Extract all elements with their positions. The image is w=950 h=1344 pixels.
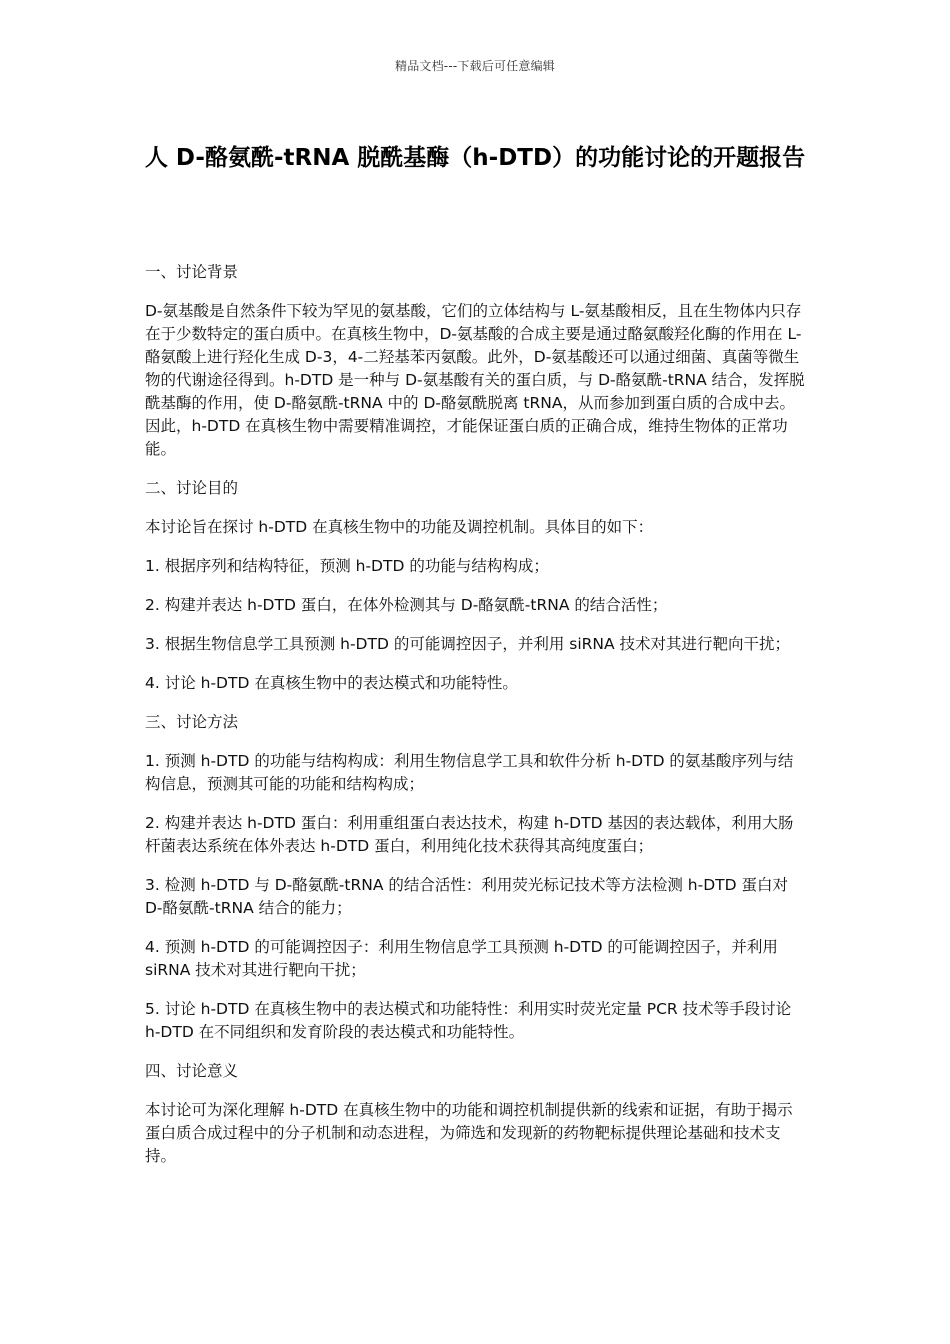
- purpose-item-4: 4. 讨论 h-DTD 在真核生物中的表达模式和功能特性。: [145, 674, 518, 692]
- header-note: 精品文档---下载后可任意编辑: [395, 59, 555, 73]
- section-heading-methods: 三、讨论方法: [145, 713, 239, 731]
- method-item-5: 5. 讨论 h-DTD 在真核生物中的表达模式和功能特性：利用实时荧光定量 PCR 技术等手段讨论 h-DTD 在不同组织和发育阶段的表达模式和功能特性。: [145, 1000, 792, 1041]
- purpose-item-2: 2. 构建并表达 h-DTD 蛋白，在体外检测其与 D-酪氨酰-tRNA 的结合活性；: [145, 596, 668, 614]
- section-heading-background: 一、讨论背景: [145, 263, 239, 281]
- paragraph-significance: 本讨论可为深化理解 h-DTD 在真核生物中的功能和调控机制提供新的线索和证据，有助于揭示蛋白质合成过程中的分子机制和动态进程，为筛选和发现新的药物靶标提供理论基础和技术支持。: [145, 1101, 793, 1165]
- purpose-item-3: 3. 根据生物信息学工具预测 h-DTD 的可能调控因子，并利用 siRNA 技术对其进行靶向干扰；: [145, 635, 791, 653]
- paragraph-background: D-氨基酸是自然条件下较为罕见的氨基酸，它们的立体结构与 L-氨基酸相反，且在生物体内只存在于少数特定的蛋白质中。在真核生物中，D-氨基酸的合成主要是通过酪氨酸羟化酶的作用在 L-酪氨酸上进行羟化生成 D-3，4-二羟基苯丙氨酸。此外，D-氨基酸还可以通过细菌、真菌等微生物的代谢途径得到。h-DTD 是一种与 D-氨基酸有关的蛋白质，与 D-酪氨酰-tRNA 结合，发挥脱酰基酶的作用，使 D-酪氨酰-tRNA 中的 D-酪氨酰脱离 tRNA，从而参加到蛋白质的合成中去。因此，h-DTD 在真核生物中需要精准调控，才能保证蛋白质的正确合成，维持生物体的正常功能。: [145, 302, 805, 458]
- purpose-item-1: 1. 根据序列和结构特征，预测 h-DTD 的功能与结构构成；: [145, 557, 549, 575]
- section-heading-purpose: 二、讨论目的: [145, 479, 239, 497]
- method-item-2: 2. 构建并表达 h-DTD 蛋白：利用重组蛋白表达技术，构建 h-DTD 基因的表达载体，利用大肠杆菌表达系统在体外表达 h-DTD 蛋白，利用纯化技术获得其高纯度蛋白；: [145, 814, 794, 855]
- document-body: [145, 261, 805, 1184]
- method-item-3: 3. 检测 h-DTD 与 D-酪氨酰-tRNA 的结合活性：利用荧光标记技术等方法检测 h-DTD 蛋白对 D-酪氨酰-tRNA 结合的能力；: [145, 876, 788, 917]
- method-item-1: 1. 预测 h-DTD 的功能与结构构成：利用生物信息学工具和软件分析 h-DTD 的氨基酸序列与结构信息，预测其可能的功能和结构构成；: [145, 752, 794, 793]
- section-heading-significance: 四、讨论意义: [145, 1062, 239, 1080]
- document-title: 人 D-酪氨酰-tRNA 脱酰基酶（h-DTD）的功能讨论的开题报告: [144, 145, 806, 171]
- method-item-4: 4. 预测 h-DTD 的可能调控因子：利用生物信息学工具预测 h-DTD 的可能调控因子，并利用 siRNA 技术对其进行靶向干扰；: [145, 938, 778, 979]
- paragraph-purpose-intro: 本讨论旨在探讨 h-DTD 在真核生物中的功能及调控机制。具体目的如下：: [145, 518, 654, 536]
